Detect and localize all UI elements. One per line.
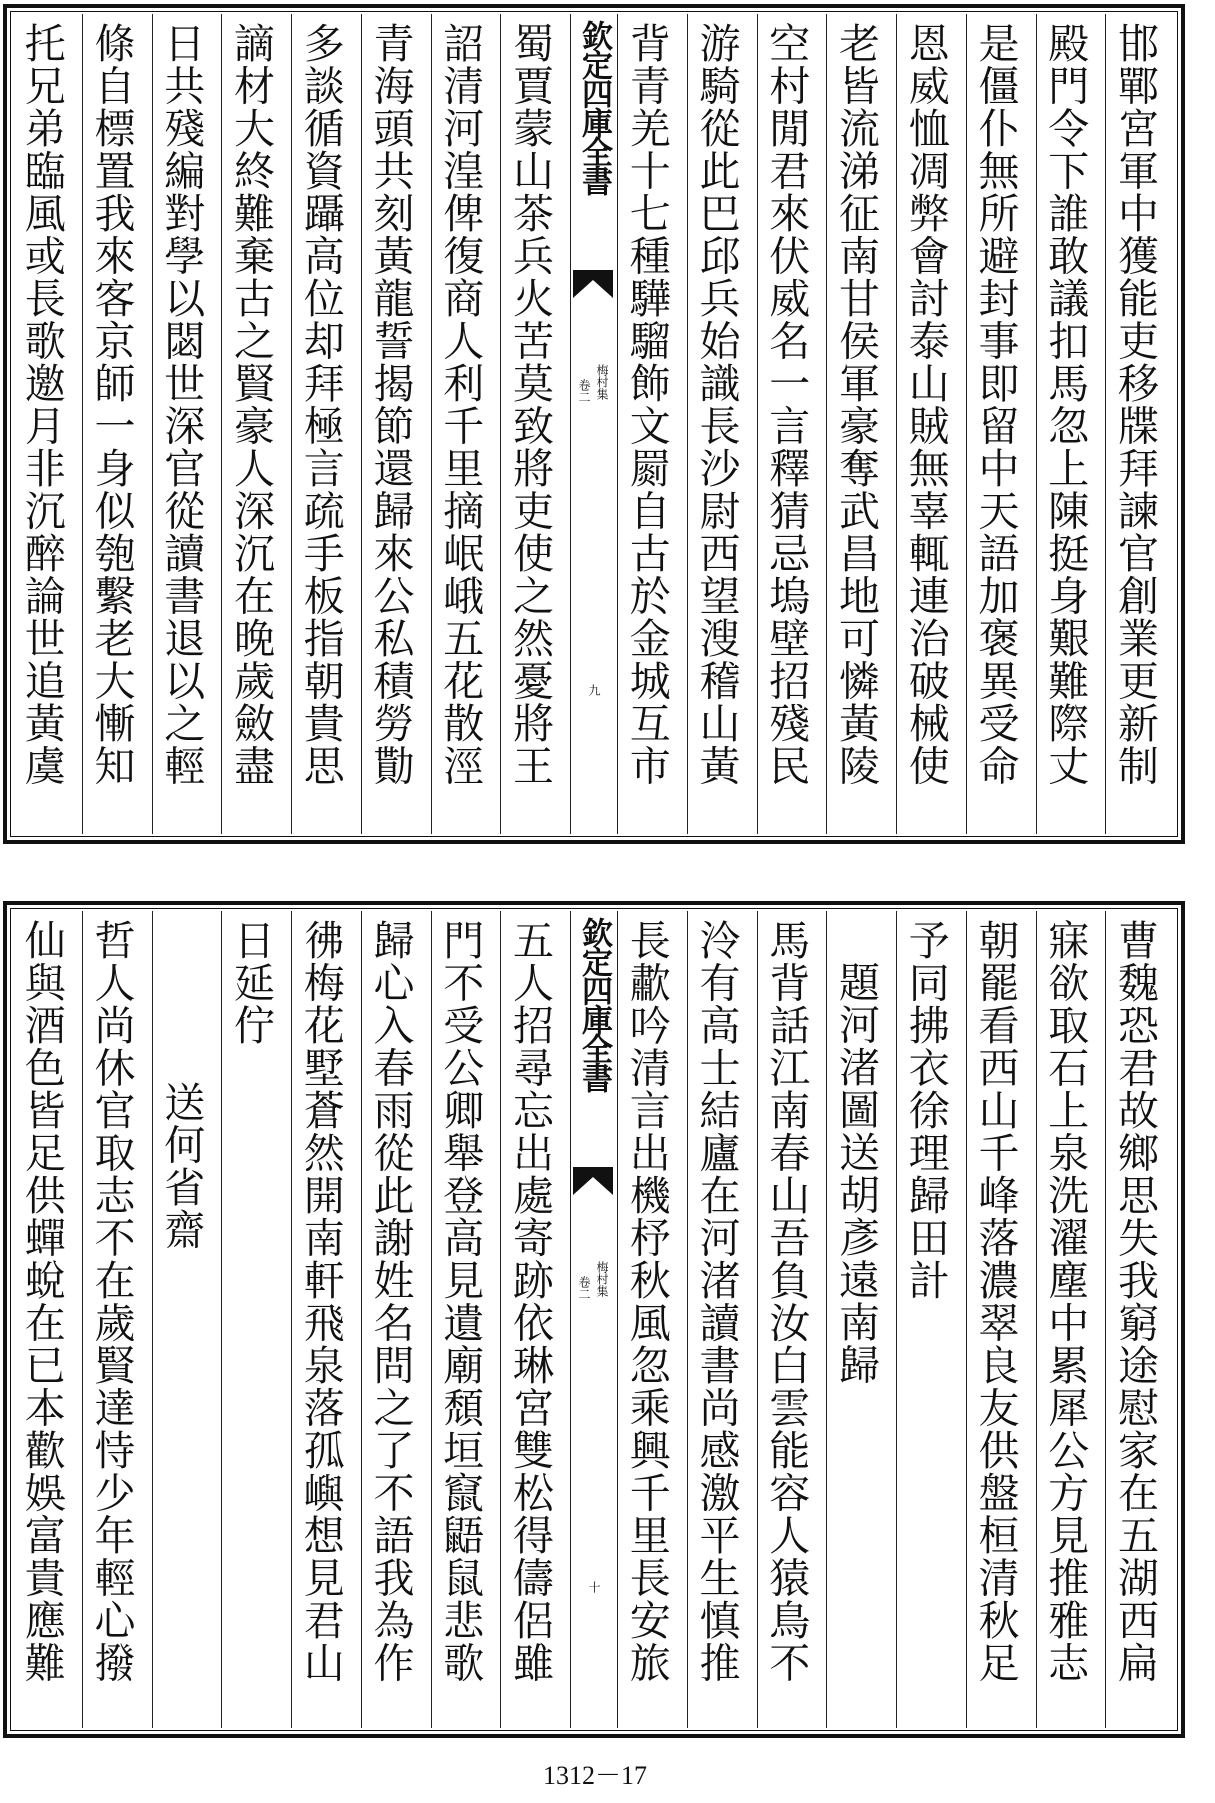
text-column xyxy=(361,14,431,834)
column-text: 泠有高士結廬在河渚讀書尚感激平生慎推 xyxy=(692,919,741,1684)
text-column xyxy=(896,911,966,1728)
text-column xyxy=(82,14,152,834)
column-text: 蜀賈蒙山茶兵火苦莫致將吏使之然憂將王 xyxy=(506,22,554,787)
text-column xyxy=(500,911,570,1728)
column-text: 條自標置我來客京師一身似匏繫老大慚知 xyxy=(87,22,136,787)
text-column xyxy=(431,14,501,834)
banxin-title: 欽定四庫全書 xyxy=(576,917,612,1091)
text-column xyxy=(152,14,222,834)
lower-leaf xyxy=(3,901,1185,1738)
column-text: 朝罷看西山千峰落濃翠良友供盤桓清秋足 xyxy=(971,919,1020,1684)
text-column xyxy=(221,911,291,1728)
text-column xyxy=(757,14,827,834)
banxin-juan: 卷二 xyxy=(577,1276,591,1300)
column-text: 曹魏恐君故鄉思失我窮途慰家在五湖西扁 xyxy=(1111,919,1159,1684)
column-text: 哲人尚休官取志不在歲賢達恃少年輕心撥 xyxy=(87,919,136,1684)
column-text: 老皆流涕征南甘侯軍豪奪武昌地可憐黃陵 xyxy=(832,22,880,787)
column-text: 五人招尋忘出處寄跡依琳宮雙松得儔侶雖 xyxy=(506,919,554,1684)
text-column xyxy=(687,911,757,1728)
text-column xyxy=(13,14,82,834)
column-text: 歸心入春雨從此謝姓名問之了不語我為作 xyxy=(366,919,415,1684)
fishtail-mark-icon xyxy=(573,264,613,304)
text-column xyxy=(687,14,757,834)
text-column xyxy=(291,14,361,834)
text-column xyxy=(1105,911,1175,1728)
banxin-center-strip xyxy=(570,14,617,834)
text-column xyxy=(826,14,896,834)
column-text: 彿梅花墅蒼然開南軒飛泉落孤嶼想見君山 xyxy=(296,919,345,1684)
text-column xyxy=(966,14,1036,834)
banxin-leaf-number: 九 xyxy=(587,684,601,696)
text-column xyxy=(82,911,152,1728)
column-text: 仙與酒色皆足供蟬蛻在已本歡娛富貴應難 xyxy=(17,919,66,1684)
page-number: 1312－17 xyxy=(542,1761,647,1790)
text-column xyxy=(1105,14,1175,834)
text-column xyxy=(500,14,570,834)
text-column xyxy=(13,911,82,1728)
column-text: 殿門令下誰敢議扣馬忽上陳挺身艱難際丈 xyxy=(1041,22,1090,787)
column-text: 托兄弟臨風或長歌邀月非沉醉論世追黃虞 xyxy=(17,22,66,787)
text-column xyxy=(1036,14,1106,834)
column-text: 日共殘編對學以閟世深官從讀書退以之輕 xyxy=(157,22,206,787)
banxin-leaf-number: 十 xyxy=(587,1581,601,1593)
column-text: 長歗吟清言出機杼秋風忽乘興千里長安旅 xyxy=(622,919,671,1684)
column-text: 詔清河湟俾復商人利千里摘岷峨五花散涇 xyxy=(436,22,485,787)
fishtail-mark-icon xyxy=(573,1161,613,1201)
banxin-title: 欽定四庫全書 xyxy=(576,20,612,194)
column-text: 謫材大終難棄古之賢豪人深沉在晚歲斂盡 xyxy=(227,22,275,787)
column-text: 恩威恤凋弊會討泰山賊無辜輒連治破械使 xyxy=(901,22,950,787)
lower-leaf-columns xyxy=(13,911,1175,1728)
poem-title: 題河渚圖送胡彥遠南歸 xyxy=(832,961,880,1386)
column-text: 日延佇 xyxy=(227,919,275,1047)
banxin-center-strip xyxy=(570,911,617,1728)
column-text: 馬背話江南春山吾負汝白雲能容人猿鳥不 xyxy=(762,919,811,1684)
text-column xyxy=(361,911,431,1728)
banxin-book-title: 梅村集 xyxy=(595,364,609,400)
column-text: 寐欲取石上泉洗濯塵中累犀公方見推雅志 xyxy=(1041,919,1090,1684)
upper-leaf xyxy=(3,4,1185,844)
column-text: 背青羌十七種驊騮飾文罽自古於金城互市 xyxy=(622,22,671,787)
poem-title: 送何省齋 xyxy=(157,1081,206,1251)
column-text: 予同拂衣徐理歸田計 xyxy=(901,919,950,1302)
poem-title-column xyxy=(152,911,222,1728)
column-text: 空村閒君來伏威名一言釋猜忌塢壁招殘民 xyxy=(762,22,811,787)
text-column xyxy=(966,911,1036,1728)
text-column xyxy=(221,14,291,834)
banxin-juan: 卷二 xyxy=(577,379,591,403)
banxin-book-title: 梅村集 xyxy=(595,1261,609,1297)
upper-leaf-columns xyxy=(13,14,1175,834)
column-text: 多談循資躡高位却拜極言疏手板指朝貴思 xyxy=(296,22,345,787)
column-text: 是僵仆無所避封事即留中天語加褒異受命 xyxy=(971,22,1020,787)
text-column xyxy=(757,911,827,1728)
text-column xyxy=(617,911,687,1728)
text-column xyxy=(1036,911,1106,1728)
text-column xyxy=(431,911,501,1728)
poem-title-column xyxy=(826,911,896,1728)
text-column xyxy=(896,14,966,834)
column-text: 門不受公卿舉登高見遺廟頹垣竄鼯鼠悲歌 xyxy=(436,919,485,1684)
column-text: 邯鄲宮軍中獲能吏移牒拜諫官創業更新制 xyxy=(1111,22,1159,787)
column-text: 游騎從此巴邱兵始識長沙尉西望溲稽山黃 xyxy=(692,22,741,787)
text-column xyxy=(617,14,687,834)
text-column xyxy=(291,911,361,1728)
column-text: 青海頭共刻黃龍誓揭節還歸來公私積勞勩 xyxy=(366,22,415,787)
